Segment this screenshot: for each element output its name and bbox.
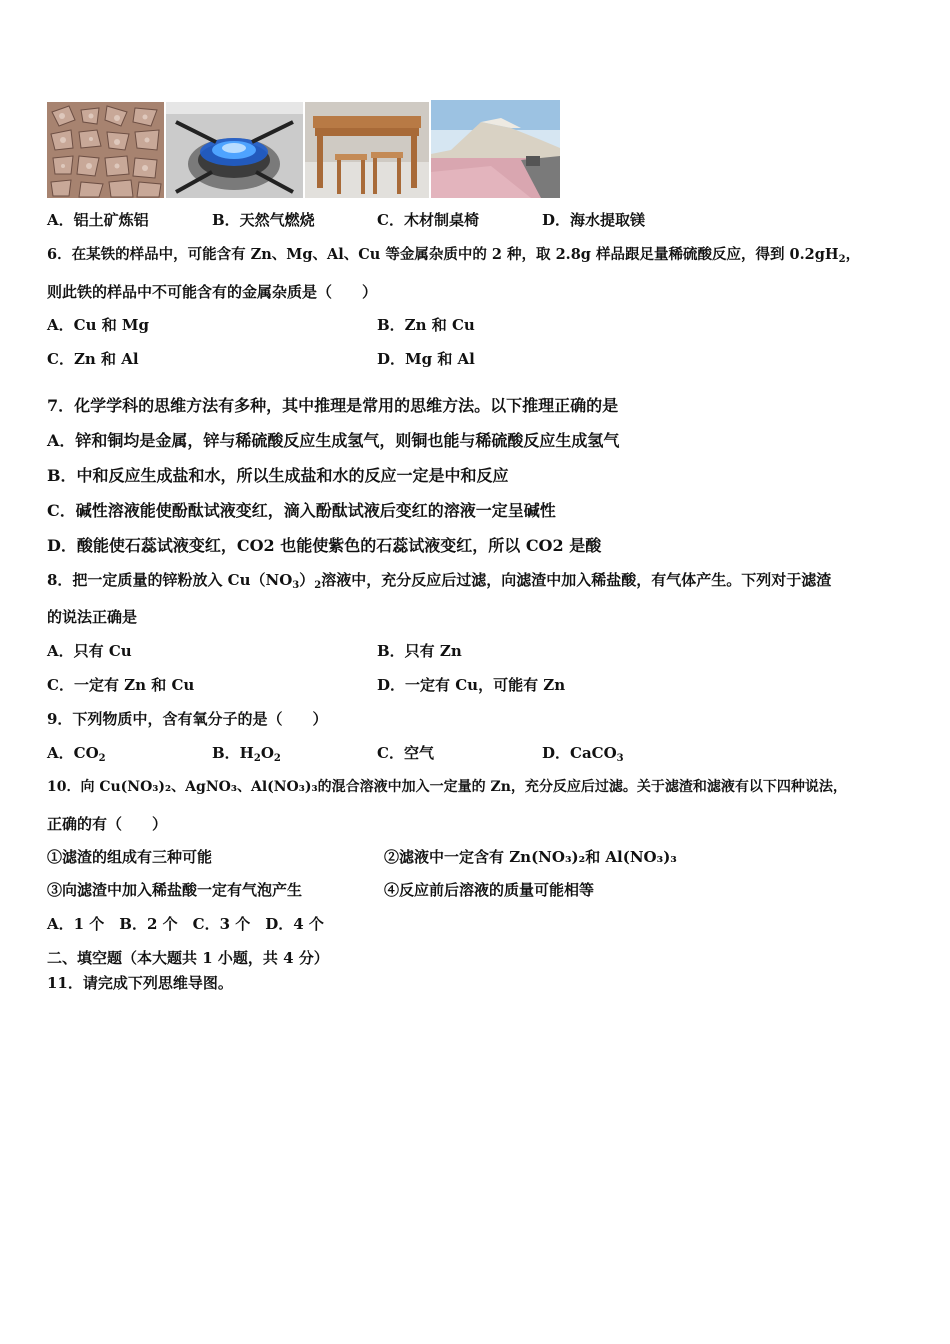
q6-option-b: B．Zn 和 Cu bbox=[377, 316, 475, 334]
q10-statement-3: ③向滤渣中加入稀盐酸一定有气泡产生 bbox=[47, 881, 303, 899]
sea-salt-photo bbox=[431, 100, 560, 198]
q9-stem: 9．下列物质中，含有氧分子的是（ ） bbox=[47, 710, 328, 728]
q10-statement-1: ①滤渣的组成有三种可能 bbox=[47, 848, 213, 866]
desk-chairs-photo bbox=[305, 102, 429, 198]
q8-option-c: C．一定有 Zn 和 Cu bbox=[47, 676, 195, 694]
q10-statement-4: ④反应前后溶液的质量可能相等 bbox=[384, 881, 595, 899]
q5-option-a: A．铝土矿炼铝 bbox=[47, 211, 149, 229]
q7-option-d: D．酸能使石蕊试液变红，CO2 也能使紫色的石蕊试液变红，所以 CO2 是酸 bbox=[47, 536, 602, 555]
q9-option-a: A．$CO_2$ bbox=[47, 744, 106, 764]
q8-option-a: A．只有 Cu bbox=[47, 642, 132, 660]
q6-option-c: C．Zn 和 Al bbox=[47, 350, 139, 368]
bauxite-photo bbox=[47, 102, 164, 198]
q10-statement-2: ②滤液中一定含有 Zn(NO₃)₂和 Al(NO₃)₃ bbox=[384, 848, 677, 866]
q8-option-d: D．一定有 Cu，可能有 Zn bbox=[377, 676, 566, 694]
q10-stem-line2: 正确的有（ ） bbox=[47, 815, 168, 833]
q6-option-d: D．Mg 和 Al bbox=[377, 350, 475, 368]
q5-option-b: B．天然气燃烧 bbox=[212, 211, 315, 229]
q6-stem-line2: 则此铁的样品中不可能含有的金属杂质是（ ） bbox=[47, 283, 378, 301]
q8-stem-line1: 8．把一定质量的锌粉放入 $Cu(NO_3)_2$溶液中，充分反应后过滤，向滤渣中加入稀盐酸，有气体产生。下列对于滤渣 bbox=[47, 571, 832, 591]
q7-stem: 7．化学学科的思维方法有多种，其中推理是常用的思维方法。以下推理正确的是 bbox=[47, 396, 619, 415]
q5-option-d: D．海水提取镁 bbox=[542, 211, 646, 229]
q8-stem-line2: 的说法正确是 bbox=[47, 608, 138, 626]
q7-option-c: C．碱性溶液能使酚酞试液变红，滴入酚酞试液后变红的溶液一定呈碱性 bbox=[47, 501, 556, 520]
q5-option-c: C．木材制桌椅 bbox=[377, 211, 479, 229]
q8-option-b: B．只有 Zn bbox=[377, 642, 462, 660]
q9-option-b: B．$H_2O_2$ bbox=[212, 744, 281, 764]
q9-option-c: C．空气 bbox=[377, 744, 434, 762]
section-heading: 二、填空题（本大题共 1 小题，共 4 分） bbox=[47, 949, 329, 967]
q11-stem: 11．请完成下列思维导图。 bbox=[47, 974, 233, 992]
q10-options: A．1 个 B．2 个 C．3 个 D．4 个 bbox=[47, 915, 324, 933]
q10-stem-line1: 10．向 Cu(NO₃)₂、AgNO₃、Al(NO₃)₃的混合溶液中加入一定量的 Zn，充分反应后过滤。关于滤渣和滤液有以下四种说法， bbox=[47, 779, 847, 795]
q7-option-b: B．中和反应生成盐和水，所以生成盐和水的反应一定是中和反应 bbox=[47, 466, 509, 485]
gas-stove-photo bbox=[166, 102, 303, 198]
q6-option-a: A．Cu 和 Mg bbox=[47, 316, 150, 334]
q9-option-d: D．CaCO$_3$ bbox=[542, 744, 624, 764]
q7-option-a: A．锌和铜均是金属，锌与稀硫酸反应生成氢气，则铜也能与稀硫酸反应生成氢气 bbox=[47, 431, 620, 450]
q6-stem-line1: 6．在某铁的样品中，可能含有 Zn、Mg、Al、Cu 等金属杂质中的 2 种，取 2.8g 样品跟足量稀硫酸反应，得到 $0.2gH_2$， bbox=[47, 246, 861, 265]
